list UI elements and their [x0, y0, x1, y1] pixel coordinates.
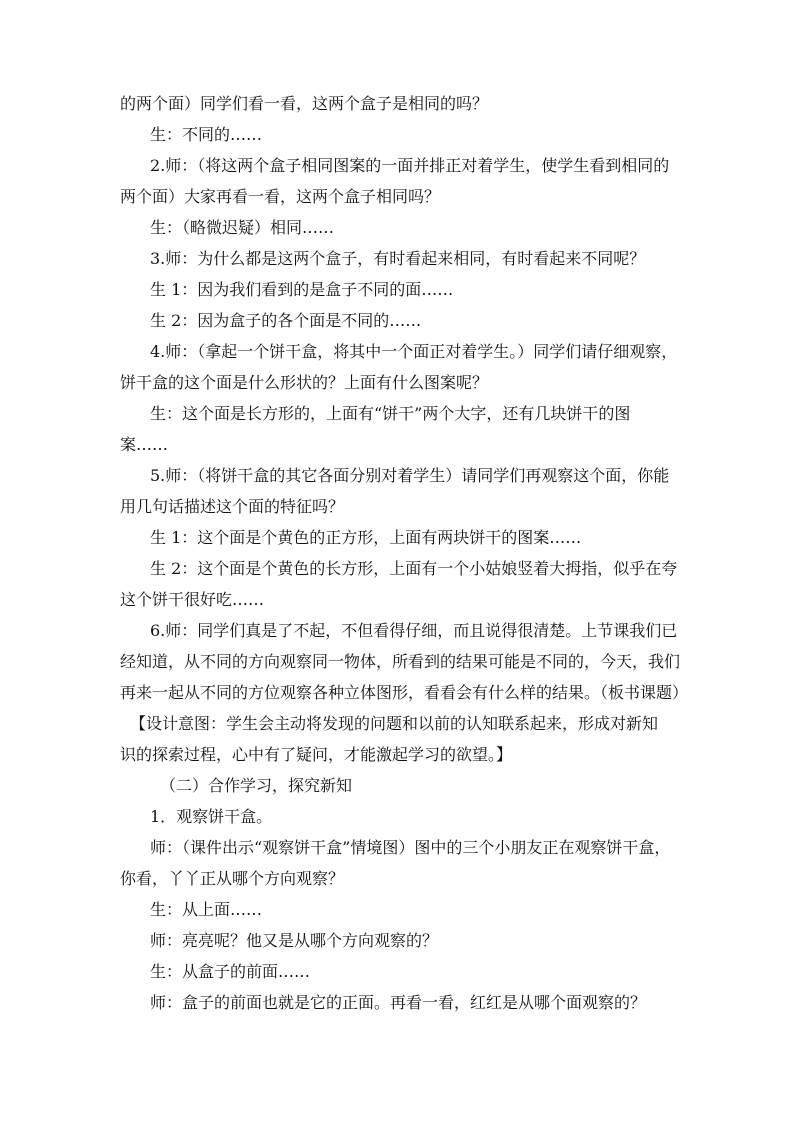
text-line: 生：从盒子的前面……	[150, 962, 311, 981]
text-line: 这个饼干很好吃……	[120, 590, 265, 609]
design-intent-note: 【设计意图：学生会主动将发现的问题和以前的认知联系起来，形成对新知	[130, 714, 659, 733]
document-body	[120, 88, 689, 1018]
text-line: 你看，丫丫正从哪个方向观察？	[120, 869, 345, 888]
text-line: 师：亮亮呢？他又是从哪个方向观察的？	[150, 931, 439, 950]
text-line: 再来一起从不同的方位观察各种立体图形，看看会有什么样的结果。（板书课题）	[120, 683, 689, 702]
text-line: 用几句话描述这个面的特征吗？	[120, 497, 345, 516]
text-line: 5.师：（将饼干盒的其它各面分别对着学生）请同学们再观察这个面，你能	[150, 466, 670, 485]
text-line: 经知道，从不同的方向观察同一物体，所看到的结果可能是不同的，今天，我们	[120, 652, 681, 671]
text-line: 生 1：因为我们看到的是盒子不同的面……	[150, 280, 454, 299]
text-line: 生 2：因为盒子的各个面是不同的……	[150, 311, 422, 330]
text-line: 生：这个面是长方形的，上面有“饼干”两个大字，还有几块饼干的图	[150, 404, 631, 423]
text-line: 饼干盒的这个面是什么形状的？上面有什么图案呢？	[120, 373, 489, 392]
design-intent-note: 识的探索过程，心中有了疑问，才能激起学习的欲望。】	[120, 745, 513, 764]
subsection-heading: 1．观察饼干盒。	[150, 807, 273, 826]
section-heading: （二）合作学习，探究新知	[160, 776, 353, 795]
text-line: 生：不同的……	[150, 125, 263, 144]
text-line: 2.师：（将这两个盒子相同图案的一面并排正对着学生，使学生看到相同的	[150, 156, 670, 175]
text-line: 6.师：同学们真是了不起，不但看得仔细，而且说得很清楚。上节课我们已	[150, 621, 678, 640]
text-line: 的两个面）同学们看一看，这两个盒子是相同的吗？	[120, 94, 489, 113]
text-line: 4.师：（拿起一个饼干盒，将其中一个面正对着学生。）同学们请仔细观察，	[150, 342, 678, 361]
text-line: 生 1：这个面是个黄色的正方形，上面有两块饼干的图案……	[150, 528, 582, 547]
text-line: 生：（略微迟疑）相同……	[150, 218, 335, 237]
text-line: 生 2：这个面是个黄色的长方形，上面有一个小姑娘竖着大拇指，似乎在夸	[150, 559, 678, 578]
text-line: 生：从上面……	[150, 900, 263, 919]
text-line: 3.师：为什么都是这两个盒子，有时看起来相同，有时看起来不同呢？	[150, 249, 646, 268]
text-line: 案……	[120, 435, 169, 454]
text-line: 两个面）大家再看一看，这两个盒子相同吗？	[120, 187, 441, 206]
text-line: 师：盒子的前面也就是它的正面。再看一看，红红是从哪个面观察的？	[150, 993, 647, 1012]
text-line: 师：（课件出示“观察饼干盒”情境图）图中的三个小朋友正在观察饼干盒，	[150, 838, 671, 857]
